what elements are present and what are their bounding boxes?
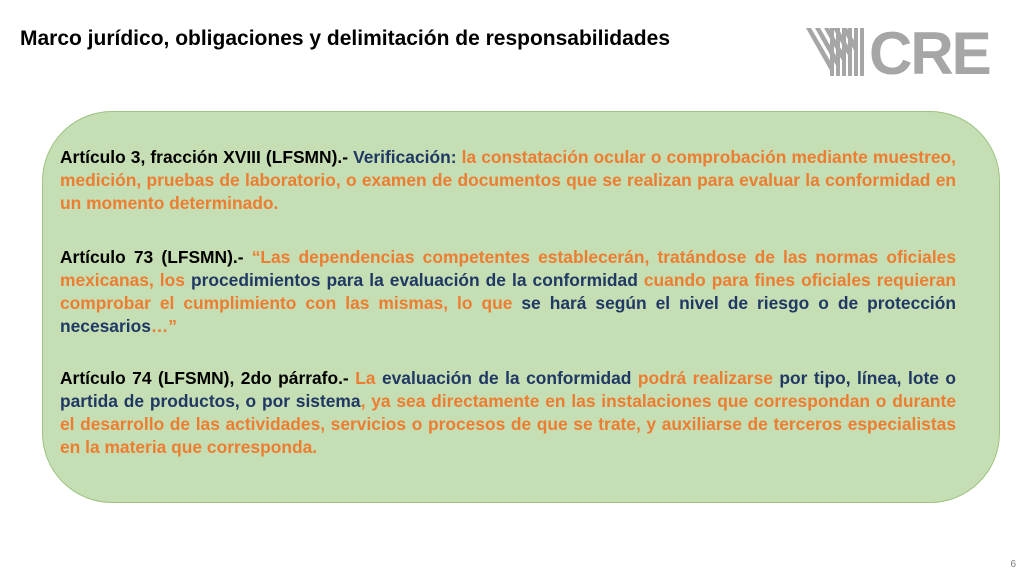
paragraph-articulo-73 [60, 246, 956, 338]
logo-text: CRE [869, 20, 990, 87]
slide-title: Marco jurídico, obligaciones y delimitación de responsabilidades [20, 27, 670, 50]
paragraph-1-term: Verificación: [353, 147, 462, 167]
paragraph-articulo-74 [60, 367, 956, 459]
paragraph-3-text-1: La [355, 368, 382, 388]
paragraph-1-definition: la constatación ocular o comprobación mediante muestreo, medición, pruebas de laboratorio, o examen de documentos que se realizan para evaluar la conformidad en un momento determinado. [60, 147, 956, 213]
paragraph-articulo-3 [60, 146, 956, 215]
paragraph-3-highlight-2: por tipo, línea, lote o partida de productos, o por sistema [60, 368, 957, 411]
paragraph-3-heading: Artículo 74 (LFSMN), 2do párrafo.- [60, 368, 356, 388]
paragraph-2-text-2: cuando para fines oficiales requieran comprobar el cumplimiento con las mismas, lo que [60, 270, 956, 313]
paragraph-2-text-1: “Las dependencias competentes establecerán, tratándose de las normas oficiales mexicanas, los [60, 247, 957, 290]
paragraph-2-highlight-1: procedimientos para la evaluación de la conformidad [190, 270, 644, 290]
paragraph-3-text-2: podrá realizarse [637, 368, 780, 388]
paragraph-2-closing: …” [150, 316, 177, 336]
paragraph-1-heading: Artículo 3, fracción XVIII (LFSMN).- [60, 147, 354, 167]
paragraph-3-text-3: , ya sea directamente en las instalaciones que correspondan o durante el desarrollo de las actividades, servicios o procesos de que se trate, y auxiliarse de terceros especialistas en la materia que corresponda. [60, 391, 956, 457]
paragraph-3-highlight-1: evaluación de la conformidad [381, 368, 638, 388]
paragraph-2-highlight-2: se hará según el nivel de riesgo o de protección necesarios [60, 293, 956, 336]
page-number: 6 [1010, 559, 1016, 570]
paragraph-2-heading: Artículo 73 (LFSMN).- [60, 247, 252, 267]
